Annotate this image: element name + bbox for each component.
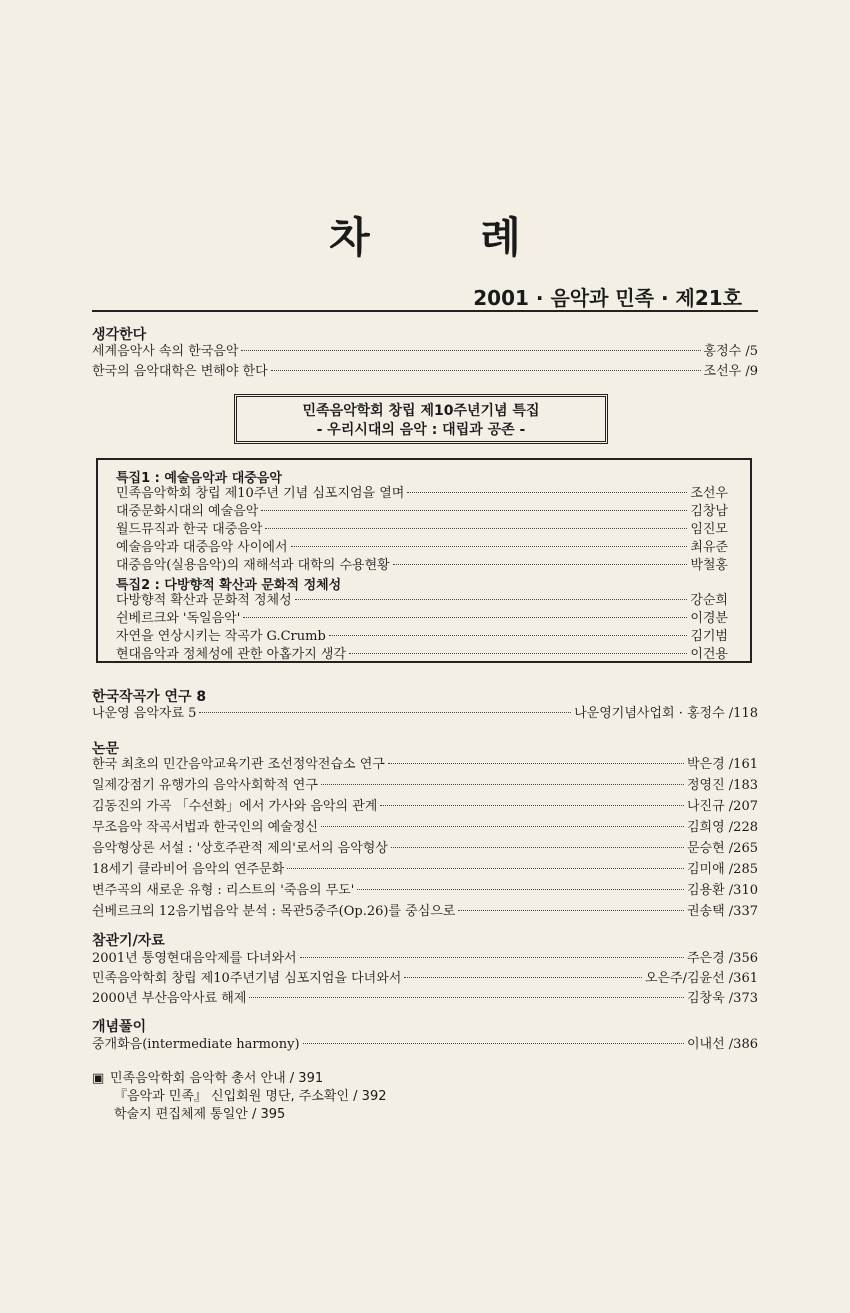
dot-leader — [199, 712, 571, 713]
dot-leader — [295, 599, 688, 600]
toc-entry[interactable] — [116, 610, 728, 628]
entry-author: 박철홍 — [690, 558, 728, 573]
toc-entry[interactable] — [116, 539, 728, 557]
toc-entry[interactable] — [116, 628, 728, 646]
entry-title: 18세기 클라비어 음악의 연주문화 — [92, 862, 285, 877]
toc-entry[interactable] — [92, 819, 758, 837]
entry-author: 강순희 — [690, 593, 728, 608]
toc-entry[interactable] — [92, 705, 758, 723]
entry-author: 조선우 /9 — [703, 364, 758, 379]
dot-leader — [407, 492, 687, 493]
entry-author: 김희영 /228 — [687, 820, 758, 835]
entry-title: 민족음악학회 창립 제10주년기념 심포지엄을 다녀와서 — [92, 971, 402, 986]
entry-author: 임진모 — [690, 522, 728, 537]
entry-author: 주은경 /356 — [687, 951, 758, 966]
toc-entry[interactable] — [92, 950, 758, 968]
page-title: 차 례 — [329, 213, 569, 262]
toc-entry[interactable] — [116, 521, 728, 539]
dot-leader — [380, 805, 684, 806]
notice-block — [92, 1070, 387, 1124]
notice-line[interactable] — [92, 1088, 387, 1106]
dot-leader — [249, 997, 684, 998]
toc-entry[interactable] — [92, 343, 758, 361]
notice-text: 『음악과 민족』 신입회원 명단, 주소확인 / 392 — [114, 1089, 387, 1104]
notice-line[interactable] — [92, 1070, 387, 1088]
entry-title: 변주곡의 새로운 유형 : 리스트의 '죽음의 무도' — [92, 883, 355, 898]
entry-author: 홍정수 /5 — [703, 344, 758, 359]
dot-leader — [388, 763, 684, 764]
entry-title: 한국 최초의 민간음악교육기관 조선정악전습소 연구 — [92, 757, 385, 772]
entry-author: 김미애 /285 — [687, 862, 758, 877]
dot-leader — [265, 528, 687, 529]
notice-line[interactable] — [92, 1106, 387, 1124]
dot-leader — [300, 957, 684, 958]
entry-title: 음악형상론 서설 : '상호주관적 제의'로서의 음악형상 — [92, 841, 388, 856]
entry-title: 대중음악(실용음악)의 재해석과 대학의 수용현황 — [116, 558, 390, 573]
entry-title: 한국의 음악대학은 변해야 한다 — [92, 364, 268, 379]
dot-leader — [458, 910, 684, 911]
dot-leader — [271, 370, 701, 371]
entry-title: 월드뮤직과 한국 대중음악 — [116, 522, 263, 537]
toc-entry[interactable] — [116, 646, 728, 664]
entry-author: 김창욱 /373 — [687, 991, 758, 1006]
notice-text: 학술지 편집체제 통일안 / 395 — [114, 1107, 286, 1122]
dot-leader — [357, 889, 684, 890]
dot-leader — [291, 546, 688, 547]
notice-text: 민족음악학회 음악학 총서 안내 / 391 — [110, 1071, 324, 1086]
dot-leader — [391, 847, 684, 848]
entry-author: 나진규 /207 — [687, 799, 758, 814]
entry-title: 쉰베르크와 '독일음악' — [116, 611, 241, 626]
special-feature-title: 민족음악학회 창립 제10주년기념 특집 — [302, 403, 540, 419]
section-heading-review: 참관기/자료 — [92, 933, 165, 949]
entry-title: 현대음악과 정체성에 관한 아홉가지 생각 — [116, 647, 347, 662]
dot-leader — [329, 635, 688, 636]
toc-entry[interactable] — [92, 861, 758, 879]
toc-entry[interactable] — [92, 903, 758, 921]
entry-author: 오은주/김윤선 /361 — [644, 971, 758, 986]
toc-entry[interactable] — [92, 363, 758, 381]
dot-leader — [243, 617, 687, 618]
dot-leader — [321, 784, 684, 785]
title-rule — [92, 310, 758, 312]
entry-title: 무조음악 작곡서법과 한국인의 예술정신 — [92, 820, 318, 835]
dot-leader — [349, 653, 687, 654]
entry-title: 나운영 음악자료 5 — [92, 706, 197, 721]
toc-entry[interactable] — [116, 485, 728, 503]
entry-title: 2001년 통영현대음악제를 다녀와서 — [92, 951, 297, 966]
entry-title: 쉰베르크의 12음기법음악 분석 : 목관5중주(Op.26)를 중심으로 — [92, 904, 456, 919]
toc-entry[interactable] — [92, 840, 758, 858]
dot-leader — [287, 868, 684, 869]
toc-entry[interactable] — [92, 798, 758, 816]
section-heading-composer: 한국작곡가 연구 8 — [92, 689, 207, 705]
entry-title: 민족음악학회 창립 제10주년 기념 심포지엄을 열며 — [116, 486, 405, 501]
entry-author: 이내선 /386 — [687, 1037, 758, 1052]
toc-entry[interactable] — [116, 557, 728, 575]
entry-author: 김창남 — [690, 504, 728, 519]
special-part2-heading: 특집2 : 다방향적 확산과 문화적 정체성 — [116, 578, 342, 593]
issue-label: 2001 · 음악과 민족 · 제21호 — [473, 286, 742, 310]
special-part1-heading: 특집1 : 예술음악과 대중음악 — [116, 471, 282, 486]
section-heading-concept: 개념풀이 — [92, 1019, 147, 1035]
dot-leader — [393, 564, 688, 565]
entry-title: 2000년 부산음악사료 해제 — [92, 991, 247, 1006]
dot-leader — [241, 350, 700, 351]
entry-author: 박은경 /161 — [687, 757, 758, 772]
entry-title: 자연을 연상시키는 작곡가 G.Crumb — [116, 629, 326, 644]
entry-author: 정영진 /183 — [687, 778, 758, 793]
entry-title: 김동진의 가곡 「수선화」에서 가사와 음악의 관계 — [92, 799, 378, 814]
entry-title: 중개화음(intermediate harmony) — [92, 1037, 300, 1052]
section-heading-think: 생각한다 — [92, 327, 147, 343]
entry-author: 김기범 — [690, 629, 728, 644]
toc-entry[interactable] — [92, 756, 758, 774]
toc-entry[interactable] — [116, 503, 728, 521]
entry-author: 이경분 — [690, 611, 728, 626]
special-feature-subtitle: - 우리시대의 음악 : 대립과 공존 - — [316, 422, 526, 438]
toc-entry[interactable] — [92, 990, 758, 1008]
entry-title: 다방향적 확산과 문화적 정체성 — [116, 593, 292, 608]
entry-title: 예술음악과 대중음악 사이에서 — [116, 540, 288, 555]
section-heading-papers: 논문 — [92, 741, 120, 757]
square-bullet-icon: ▣ — [92, 1071, 105, 1086]
toc-entry[interactable] — [92, 970, 758, 988]
toc-entry[interactable] — [92, 777, 758, 795]
dot-leader — [321, 826, 684, 827]
toc-entry[interactable] — [92, 1036, 758, 1054]
entry-author: 조선우 — [690, 486, 728, 501]
entry-author: 권송택 /337 — [687, 904, 758, 919]
entry-title: 일제강점기 유행가의 음악사회학적 연구 — [92, 778, 318, 793]
dot-leader — [404, 977, 642, 978]
toc-entry[interactable] — [116, 592, 728, 610]
entry-author: 이건용 — [690, 647, 728, 662]
entry-title: 세계음악사 속의 한국음악 — [92, 344, 239, 359]
entry-author: 김용환 /310 — [687, 883, 758, 898]
dot-leader — [261, 510, 687, 511]
entry-author: 문승현 /265 — [687, 841, 758, 856]
entry-author: 나운영기념사업회 · 홍정수 /118 — [574, 706, 758, 721]
toc-entry[interactable] — [92, 882, 758, 900]
entry-author: 최유준 — [690, 540, 728, 555]
special-feature-title-box — [234, 394, 608, 444]
entry-title: 대중문화시대의 예술음악 — [116, 504, 259, 519]
dot-leader — [303, 1043, 684, 1044]
